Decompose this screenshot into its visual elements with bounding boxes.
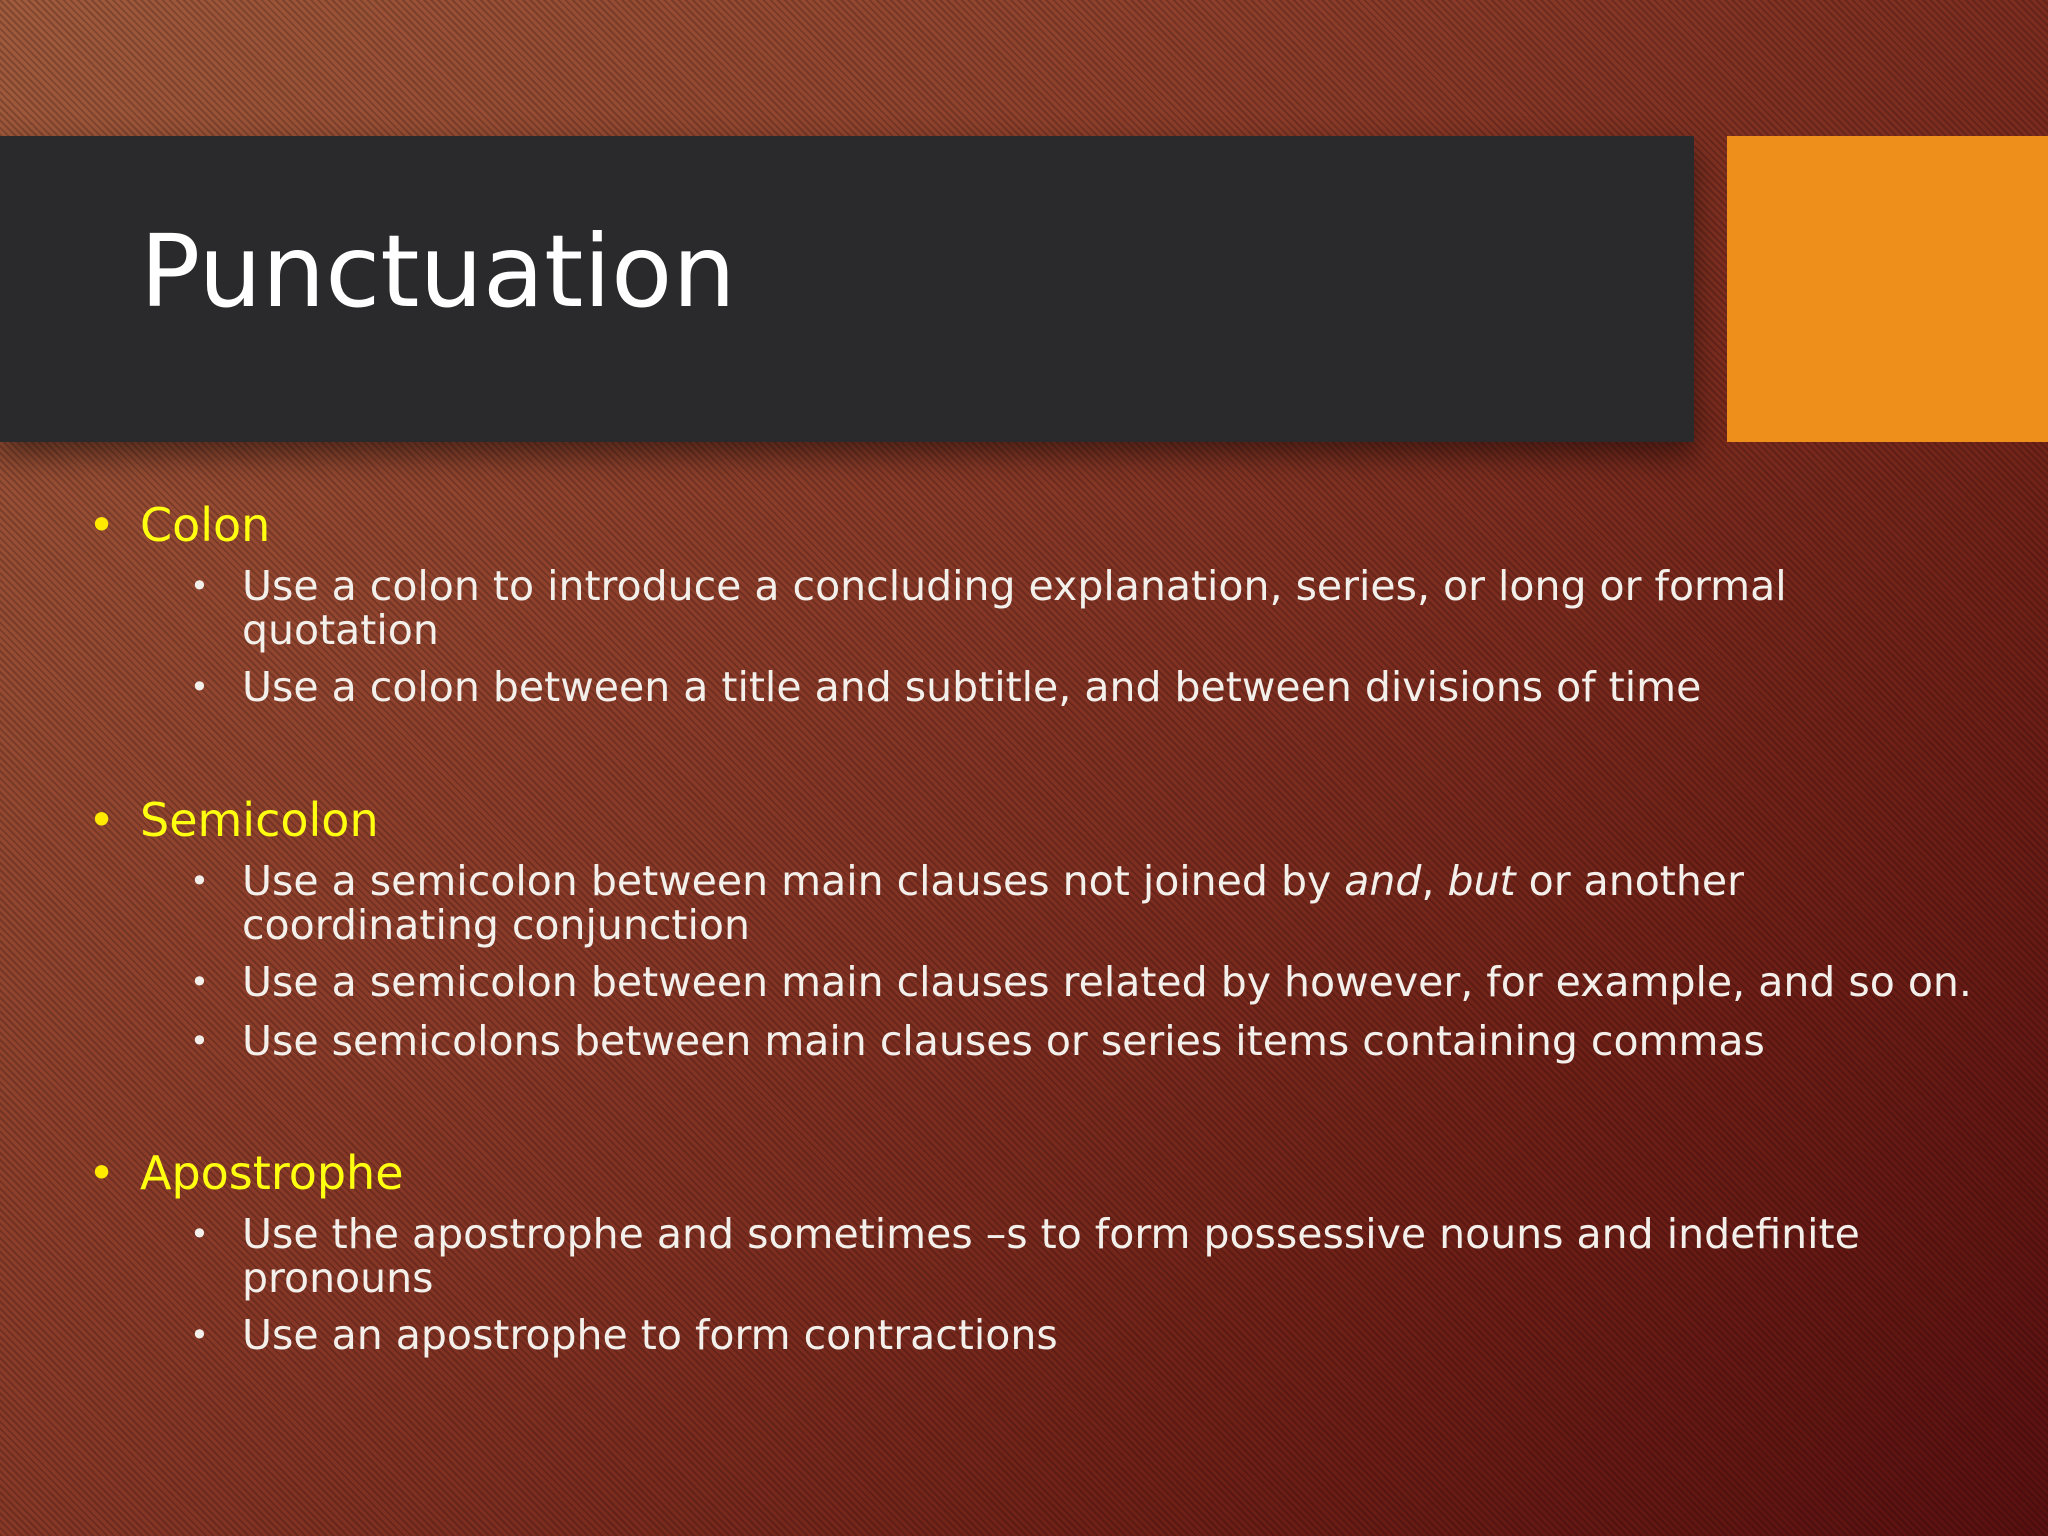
list-item-text: Use an apostrophe to form contractions xyxy=(242,1311,1058,1359)
bullet-icon: • xyxy=(88,1146,116,1200)
slide-title: Punctuation xyxy=(140,213,736,330)
bullet-icon: • xyxy=(190,1215,209,1253)
section-heading-label: Colon xyxy=(140,498,271,552)
section-heading-colon xyxy=(88,498,271,552)
bullet-icon: • xyxy=(190,963,209,1001)
bullet-icon: • xyxy=(190,668,209,706)
bullet-icon: • xyxy=(190,1022,209,1060)
list-item xyxy=(190,1313,1990,1357)
bullet-icon: • xyxy=(190,1316,209,1354)
bullet-icon: • xyxy=(190,862,209,900)
list-item-text: Use semicolons between main clauses or series items containing commas xyxy=(242,1017,1765,1065)
section-heading-label: Apostrophe xyxy=(140,1146,404,1200)
section-heading-semicolon xyxy=(88,793,379,847)
list-item-text: Use a colon between a title and subtitle, and between divisions of time xyxy=(242,663,1702,711)
bullet-icon: • xyxy=(88,793,116,847)
list-item xyxy=(190,960,1990,1004)
list-item xyxy=(190,1212,1990,1300)
list-item-text: Use a semicolon between main clauses related by however, for example, and so on. xyxy=(242,958,1972,1006)
list-item xyxy=(190,564,1990,652)
list-item-text: Use the apostrophe and sometimes –s to form possessive nouns and indefinite pronouns xyxy=(242,1210,1860,1302)
list-item-text: Use a colon to introduce a concluding explanation, series, or long or formal quotation xyxy=(242,562,1787,654)
list-item xyxy=(190,665,1990,709)
bullet-icon: • xyxy=(88,498,116,552)
list-item xyxy=(190,859,1990,947)
list-item-text: Use a semicolon between main clauses not joined by and, but or another coordinating conjunction xyxy=(242,857,1744,949)
section-heading-apostrophe xyxy=(88,1146,404,1200)
section-heading-label: Semicolon xyxy=(140,793,379,847)
bullet-icon: • xyxy=(190,567,209,605)
list-item xyxy=(190,1019,1990,1063)
